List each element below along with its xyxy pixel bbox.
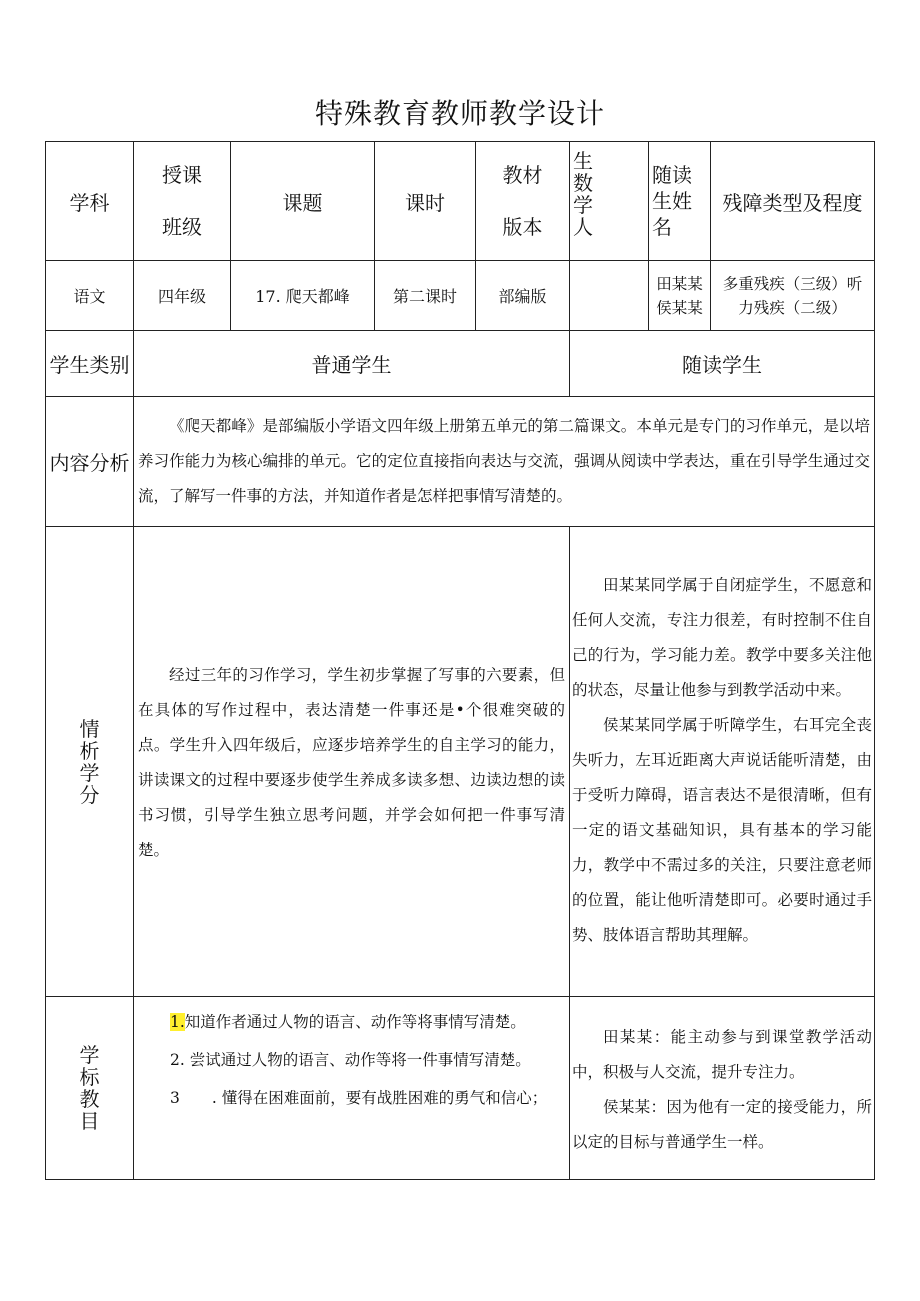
objectives-follow-text-2: 侯某某：因为他有一定的接受能力，所以定的目标与普通学生一样。 — [572, 1098, 872, 1151]
header-student-count: 生数学人 — [573, 149, 593, 239]
header-subject: 学科 — [69, 190, 110, 215]
situation-regular-text: 经过三年的习作学习，学生初步掌握了写事的六要素，但在具体的写作过程中，表达清楚一件事还是•个很难突破的点。学生升入四年级后，应逐步培养学生的自主学习的能力，讲读课文的过程中要逐步使学生养成多读多想、边读边想的读书习惯，引导学生独立思考问题，并学会如何把一件事写清楚。 — [138, 666, 565, 859]
objectives-regular — [170, 1003, 565, 1117]
situation-follow-text — [572, 568, 872, 953]
content-analysis-label: 内容分析 — [49, 451, 130, 475]
header-textbook-line1: 教材 — [502, 163, 543, 187]
objectives-follow-text-1: 田某某：能主动参与到课堂教学活动中，积极与人交流，提升专注力。 — [572, 1028, 872, 1081]
objective-3-text: . 懂得在困难面前，要有战胜困难的勇气和信心； — [211, 1089, 548, 1107]
situation-analysis-label: 情析学分 — [79, 716, 100, 807]
page-title: 特殊教育教师教学设计 — [314, 97, 605, 130]
info-grade: 四年级 — [157, 287, 206, 306]
info-topic: 17. 爬天都峰 — [255, 287, 350, 306]
header-follow-name-line1: 随读 — [652, 163, 692, 187]
student-type-regular: 普通学生 — [311, 353, 392, 377]
situation-follow-text-1: 田某某同学属于自闭症学生，不愿意和任何人交流，专注力很差，有时控制不住自己的行为，学习能力差。教学中要多关注他的状态，尽量让他参与到教学活动中来。 — [572, 576, 872, 699]
header-class-line2: 班级 — [162, 215, 202, 239]
info-disability — [711, 261, 874, 330]
info-name-1: 田某某 — [656, 274, 703, 293]
info-disability-line1: 多重残疾（三级）听 — [722, 274, 863, 293]
header-topic: 课题 — [282, 190, 323, 215]
situation-follow-text-2: 侯某某同学属于听障学生，右耳完全丧失听力，左耳近距离大声说话能听清楚，由于受听力障碍，语言表达不是很清晰，但有一定的语文基础知识，具有基本的学习能力，教学中不需过多的关注，只要注意老师的位置，能让他听清楚即可。必要时通过手势、肢体语言帮助其理解。 — [572, 716, 872, 944]
header-disability: 残障类型及程度 — [722, 190, 863, 215]
student-type-follow: 随读学生 — [682, 353, 762, 377]
objective-1-number: 1. — [170, 1013, 185, 1031]
objectives-label: 学标教目 — [79, 1043, 100, 1133]
info-name-2: 侯某某 — [656, 298, 703, 317]
header-class-line1: 授课 — [162, 163, 202, 187]
objective-1-text: 知道作者通过人物的语言、动作等将事情写清楚。 — [184, 1013, 526, 1031]
content-analysis-text: 《爬天都峰》是部编版小学语文四年级上册第五单元的第二篇课文。本单元是专门的习作单元，是以培养习作能力为核心编排的单元。它的定位直接指向表达与交流，强调从阅读中学表达，重在引导学生通过交流，了解写一件事的方法，并知道作者是怎样把事情写清楚的。 — [138, 417, 870, 505]
student-type-label: 学生类别 — [49, 353, 130, 377]
info-disability-line2: 力残疾（二级） — [738, 298, 847, 317]
header-textbook-line2: 版本 — [502, 215, 543, 239]
info-subject: 语文 — [73, 287, 106, 306]
objective-3 — [170, 1079, 565, 1117]
objectives-follow — [572, 1020, 872, 1160]
header-follow-name-line2: 生姓 — [652, 189, 692, 213]
header-period: 课时 — [405, 190, 445, 215]
objective-1 — [170, 1003, 565, 1041]
info-edition: 部编版 — [498, 287, 547, 306]
header-follow-name-line3: 名 — [652, 215, 672, 239]
info-names — [649, 261, 710, 330]
objective-2: 2. 尝试通过人物的语言、动作等将一件事情写清楚。 — [170, 1051, 531, 1069]
header-follow-name — [649, 142, 710, 260]
info-student-count — [570, 261, 648, 330]
header-textbook — [476, 142, 569, 260]
objective-3-number: 3 — [170, 1089, 180, 1107]
info-period: 第二课时 — [392, 287, 457, 306]
header-class — [134, 142, 230, 260]
